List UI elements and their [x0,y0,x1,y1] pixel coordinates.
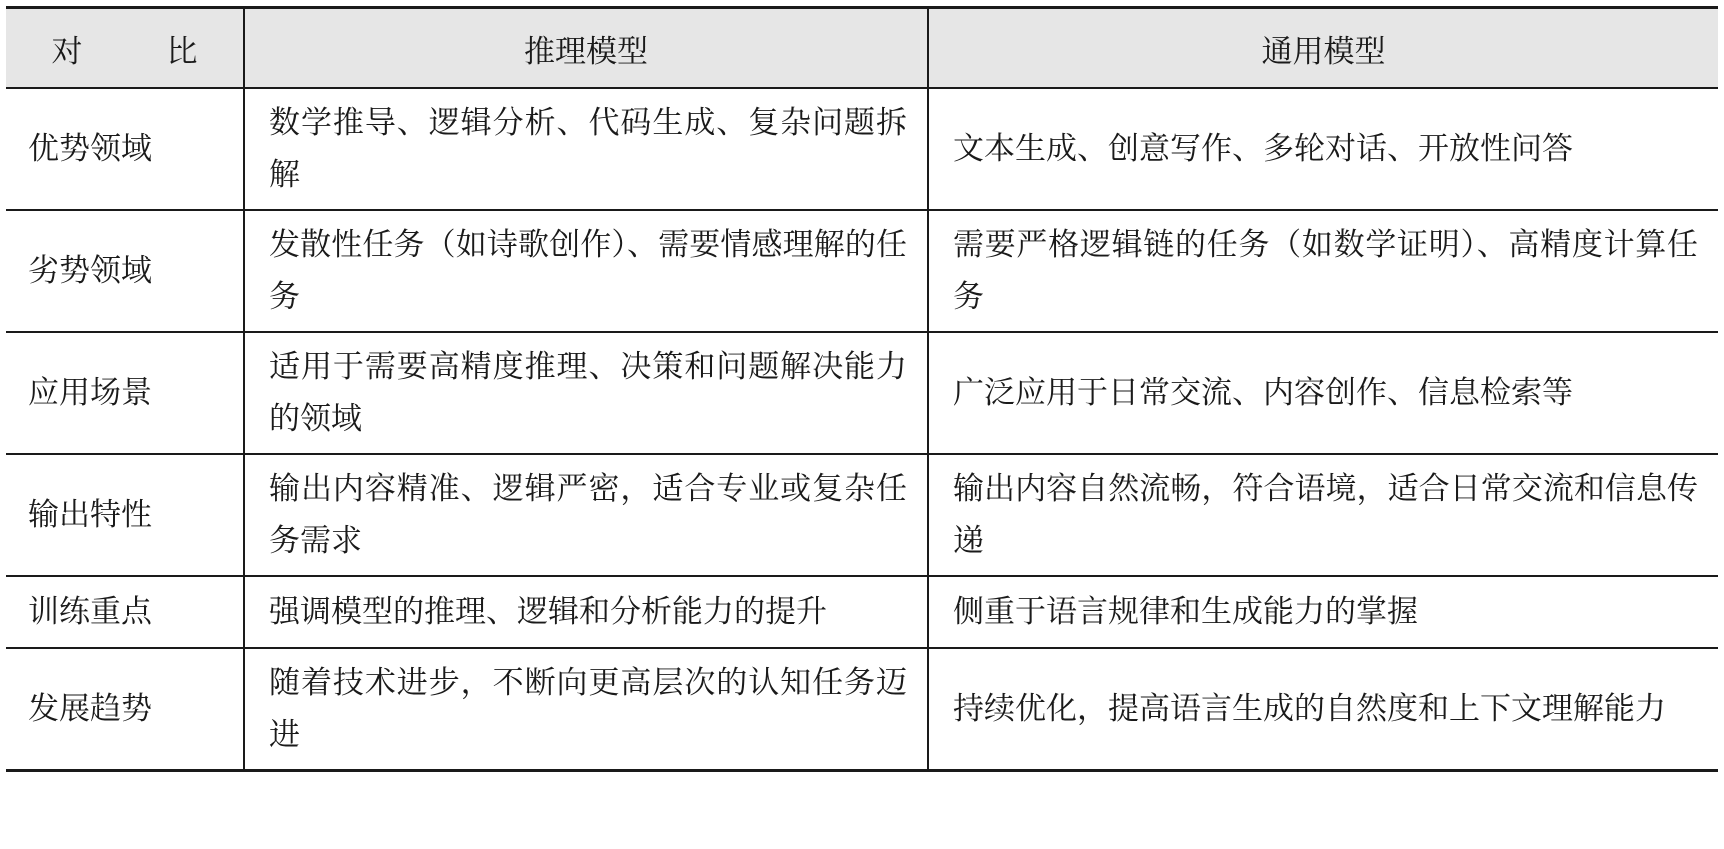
comparison-table-wrapper [6,6,1718,772]
header-row [6,8,1718,89]
general-cell: 持续优化，提高语言生成的自然度和上下文理解能力 [928,648,1718,771]
table-row [6,210,1718,332]
reasoning-cell: 输出内容精准、逻辑严密，适合专业或复杂任务需求 [244,454,928,576]
table-body [6,88,1718,771]
row-label: 劣势领域 [6,210,244,332]
reasoning-cell: 发散性任务（如诗歌创作）、需要情感理解的任务 [244,210,928,332]
comparison-table [6,6,1718,772]
header-compare-char-1: 对 [51,33,83,70]
header-general-model: 通用模型 [928,8,1718,89]
row-label: 发展趋势 [6,648,244,771]
general-cell: 侧重于语言规律和生成能力的掌握 [928,576,1718,648]
general-cell: 需要严格逻辑链的任务（如数学证明）、高精度计算任务 [928,210,1718,332]
general-cell: 广泛应用于日常交流、内容创作、信息检索等 [928,332,1718,454]
table-row [6,88,1718,210]
row-label: 应用场景 [6,332,244,454]
reasoning-cell: 随着技术进步，不断向更高层次的认知任务迈进 [244,648,928,771]
reasoning-cell: 适用于需要高精度推理、决策和问题解决能力的领域 [244,332,928,454]
table-row [6,576,1718,648]
header-compare-char-2: 比 [166,33,198,70]
general-cell: 输出内容自然流畅，符合语境，适合日常交流和信息传递 [928,454,1718,576]
row-label: 优势领域 [6,88,244,210]
reasoning-cell: 数学推导、逻辑分析、代码生成、复杂问题拆解 [244,88,928,210]
header-reasoning-model: 推理模型 [244,8,928,89]
reasoning-cell: 强调模型的推理、逻辑和分析能力的提升 [244,576,928,648]
table-header [6,8,1718,89]
table-row [6,332,1718,454]
header-compare [6,8,244,89]
general-cell: 文本生成、创意写作、多轮对话、开放性问答 [928,88,1718,210]
row-label: 输出特性 [6,454,244,576]
table-row [6,648,1718,771]
table-row [6,454,1718,576]
row-label: 训练重点 [6,576,244,648]
